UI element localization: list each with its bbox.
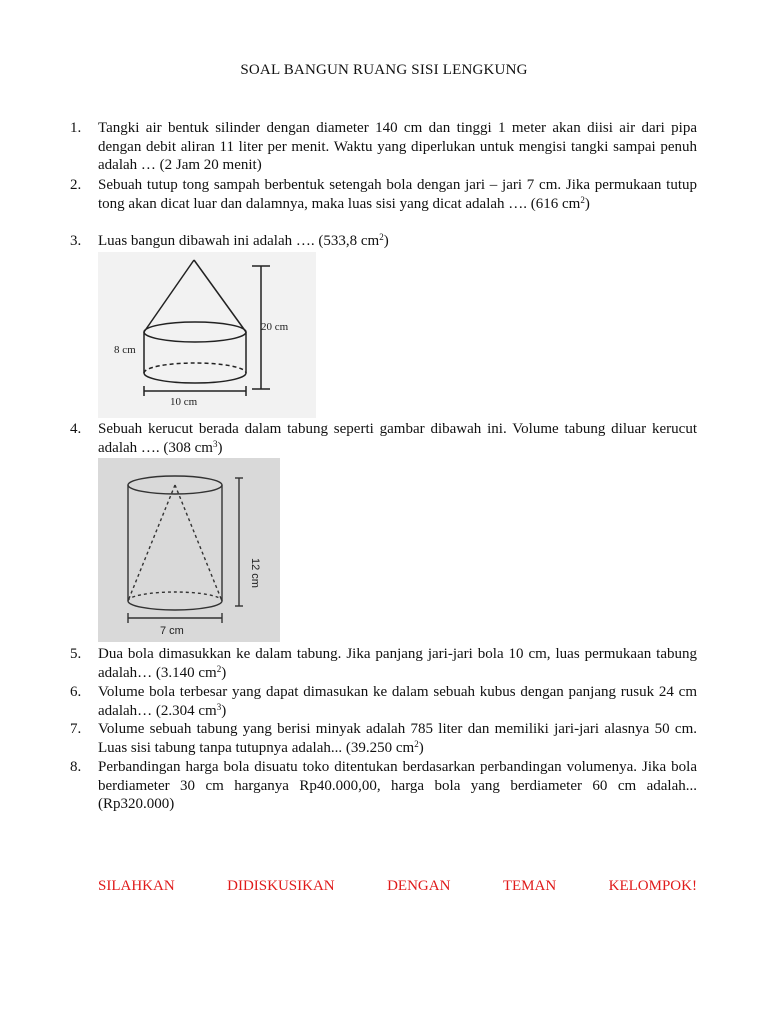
question-text: Perbandingan harga bola disuatu toko ditentukan berdasarkan perbandingan volumenya. Jika bola berdiameter 30 cm harganya Rp40.000,00, harga bola yang berdiameter 60 cm adalah... (Rp320.000) xyxy=(98,759,697,813)
page-title: SOAL BANGUN RUANG SISI LENGKUNG xyxy=(240,62,528,78)
question-number: 7. xyxy=(70,721,82,737)
footer-word: KELOMPOK! xyxy=(608,878,697,894)
footer-word: TEMAN xyxy=(502,878,557,894)
question-item xyxy=(70,232,697,251)
question-text: Dua bola dimasukkan ke dalam tabung. Jika panjang jari-jari bola 10 cm, luas permukaan tabung adalah… (3.140 $cm^2$) xyxy=(98,646,697,681)
discussion-footer xyxy=(98,878,697,895)
question-number: 5. xyxy=(70,646,82,662)
height-label: 12 cm xyxy=(249,558,261,588)
question-number: 4. xyxy=(70,421,82,437)
question-number: 6. xyxy=(70,684,82,700)
question-number: 1. xyxy=(70,120,82,136)
footer-word: DENGAN xyxy=(387,878,451,894)
question-text: Volume bola terbesar yang dapat dimasukan ke dalam sebuah kubus dengan panjang rusuk 24 cm adalah… (2.304 $cm^3$) xyxy=(98,684,697,719)
question-item xyxy=(70,119,697,175)
base-label: 7 cm xyxy=(160,625,184,637)
question-item xyxy=(70,683,697,720)
question-number: 3. xyxy=(70,233,82,249)
side-label: 8 cm xyxy=(114,344,136,356)
footer-word: SILAHKAN xyxy=(98,878,175,894)
base-label: 10 cm xyxy=(170,396,198,408)
question-text: Sebuah tutup tong sampah berbentuk setengah bola dengan jari – jari 7 cm. Jika permukaan tutup tong akan dicat luar dan dalamnya, maka luas sisi yang dicat adalah …. (616 $cm^2$) xyxy=(98,177,697,212)
question-item xyxy=(70,758,697,814)
question-number: 2. xyxy=(70,177,82,193)
question-text: Luas bangun dibawah ini adalah …. (533,8 $cm^2$) xyxy=(98,232,389,249)
question-text: Tangki air bentuk silinder dengan diameter 140 cm dan tinggi 1 meter akan diisi air dari pipa dengan debit aliran 11 liter per menit. Waktu yang diperlukan untuk mengisi tangki sampai penuh adalah … (2 Jam 20 menit) xyxy=(98,120,697,174)
footer-word: DIDISKUSIKAN xyxy=(227,878,335,894)
question-text: Volume sebuah tabung yang berisi minyak adalah 785 liter dan memiliki jari-jari alasnya 50 cm. Luas sisi tabung tanpa tutupnya adalah... (39.250 $cm^2$) xyxy=(98,721,697,756)
question-number: 8. xyxy=(70,759,82,775)
height-label: 20 cm xyxy=(261,321,289,333)
question-text: Sebuah kerucut berada dalam tabung seperti gambar dibawah ini. Volume tabung diluar kerucut adalah …. (308 $cm^3$) xyxy=(98,421,697,456)
question-item xyxy=(70,176,697,213)
question-item xyxy=(70,420,697,457)
cone-cylinder-figure xyxy=(98,252,316,418)
cone-in-cylinder-figure xyxy=(98,458,280,642)
question-item xyxy=(70,645,697,682)
question-item xyxy=(70,720,697,757)
